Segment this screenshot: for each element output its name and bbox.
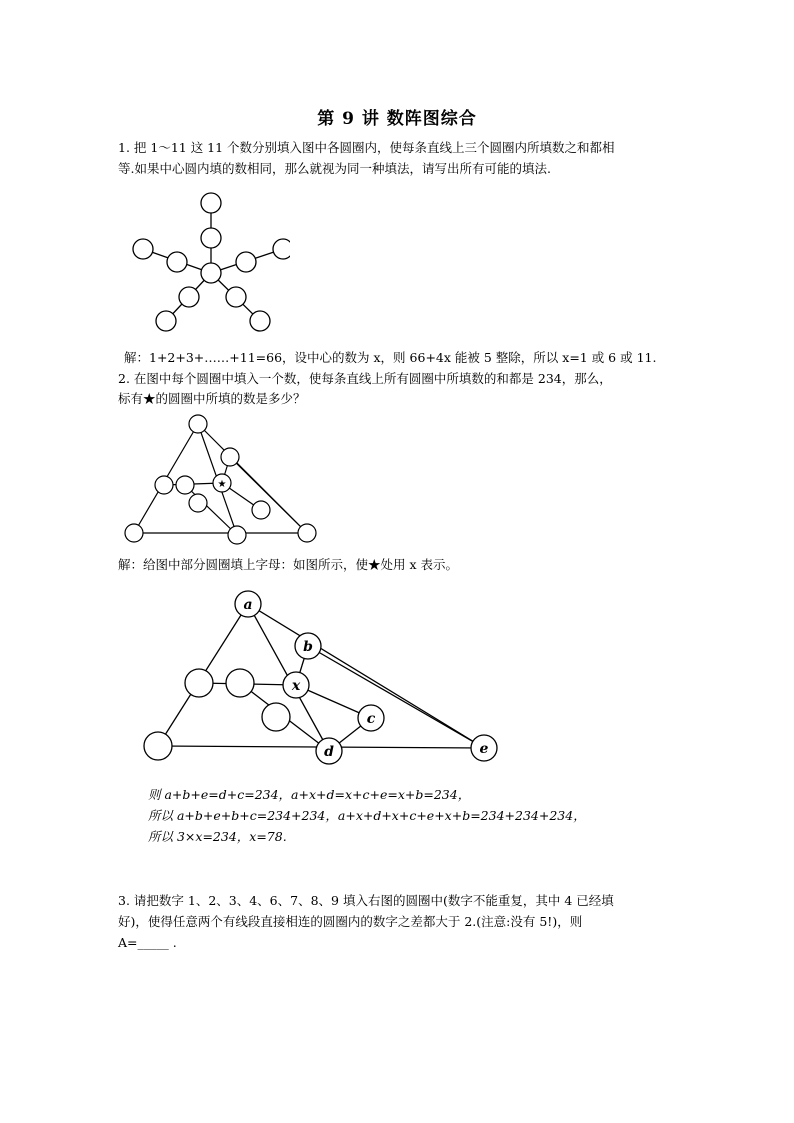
q1-circle-bottomright-inner	[226, 287, 246, 307]
q1-solution: 解：1+2+3+……+11=66，设中心的数为 x，则 66+4x 能被 5 整除，所以 x=1 或 6 或 11.	[124, 350, 657, 365]
q2-label-x: x	[291, 678, 301, 694]
q2-circle-inner	[189, 494, 207, 512]
q1-text-line2: 等.如果中心圆内填的数相同，那么就视为同一种填法，请写出所有可能的填法.	[118, 161, 551, 176]
q2-circle-mid	[176, 476, 194, 494]
page-title: 第 9 讲 数阵图综合	[317, 109, 477, 129]
q1-circle-left-outer	[133, 239, 153, 259]
q2-text-line1: 2. 在图中每个圆圈中填入一个数，使每条直线上所有圆圈中所填数的和都是 234，那么，	[118, 371, 612, 386]
q2-circle-b	[221, 448, 239, 466]
q2-label-a: a	[243, 597, 253, 613]
q2-star-icon: ★	[217, 479, 227, 490]
q2-labeled-figure	[140, 588, 502, 768]
q1-circle-top-inner	[201, 228, 221, 248]
q1-circle-left-inner	[167, 252, 187, 272]
q3-text-line3: A=_____ .	[118, 935, 177, 950]
q1-text-line1: 1. 把 1～11 这 11 个数分别填入图中各圆圈内，使每条直线上三个圆圈内所填数之和都相	[118, 140, 615, 155]
q2-circle-left-mid	[155, 476, 173, 494]
q2-label-b: b	[303, 639, 313, 655]
q2-node-inner	[262, 703, 290, 731]
q3-text-line1: 3. 请把数字 1、2、3、4、6、7、8、9 填入右图的圆圈中(数字不能重复，其中 4 已经填	[118, 893, 614, 908]
q2-circle-c	[252, 501, 270, 519]
q2-label-d: d	[324, 744, 334, 760]
q2-node-bottom-left	[144, 732, 172, 760]
q2-triangle-figure	[118, 410, 328, 550]
q1-star-figure	[120, 186, 290, 336]
q2-circle-bottom-left	[125, 524, 143, 542]
q2-circle-bottom-right	[298, 524, 316, 542]
q2-node-left-mid	[185, 669, 213, 697]
q2-equation-2: 所以 a+b+e+b+c=234+234，a+x+d+x+c+e+x+b=234+234+234，	[148, 808, 586, 823]
q1-circle-bottomleft-outer	[156, 311, 176, 331]
q1-circle-bottomleft-inner	[179, 287, 199, 307]
q2-equation-3: 所以 3×x=234，x=78.	[148, 829, 287, 844]
q2-equation-1: 则 a+b+e=d+c=234，a+x+d=x+c+e=x+b=234，	[148, 787, 471, 802]
q1-circle-right-outer	[273, 239, 290, 259]
q3-text-line2: 好)，使得任意两个有线段直接相连的圆圈内的数字之差都大于 2.(注意:没有 5!)，则	[118, 914, 583, 929]
q1-circle-bottomright-outer	[250, 311, 270, 331]
q2-node-mid	[226, 669, 254, 697]
q2-solution-intro: 解：给图中部分圆圈填上字母：如图所示，使★处用 x 表示。	[118, 557, 458, 572]
q2-circle-top	[189, 415, 207, 433]
q2-text-line2: 标有★的圆圈中所填的数是多少？	[118, 391, 306, 406]
q1-circle-top-outer	[201, 193, 221, 213]
q1-circle-center	[201, 263, 221, 283]
q2-label-c: c	[366, 711, 376, 727]
q2-label-e: e	[479, 741, 489, 757]
q2-circle-d	[228, 526, 246, 544]
q1-circle-right-inner	[236, 252, 256, 272]
